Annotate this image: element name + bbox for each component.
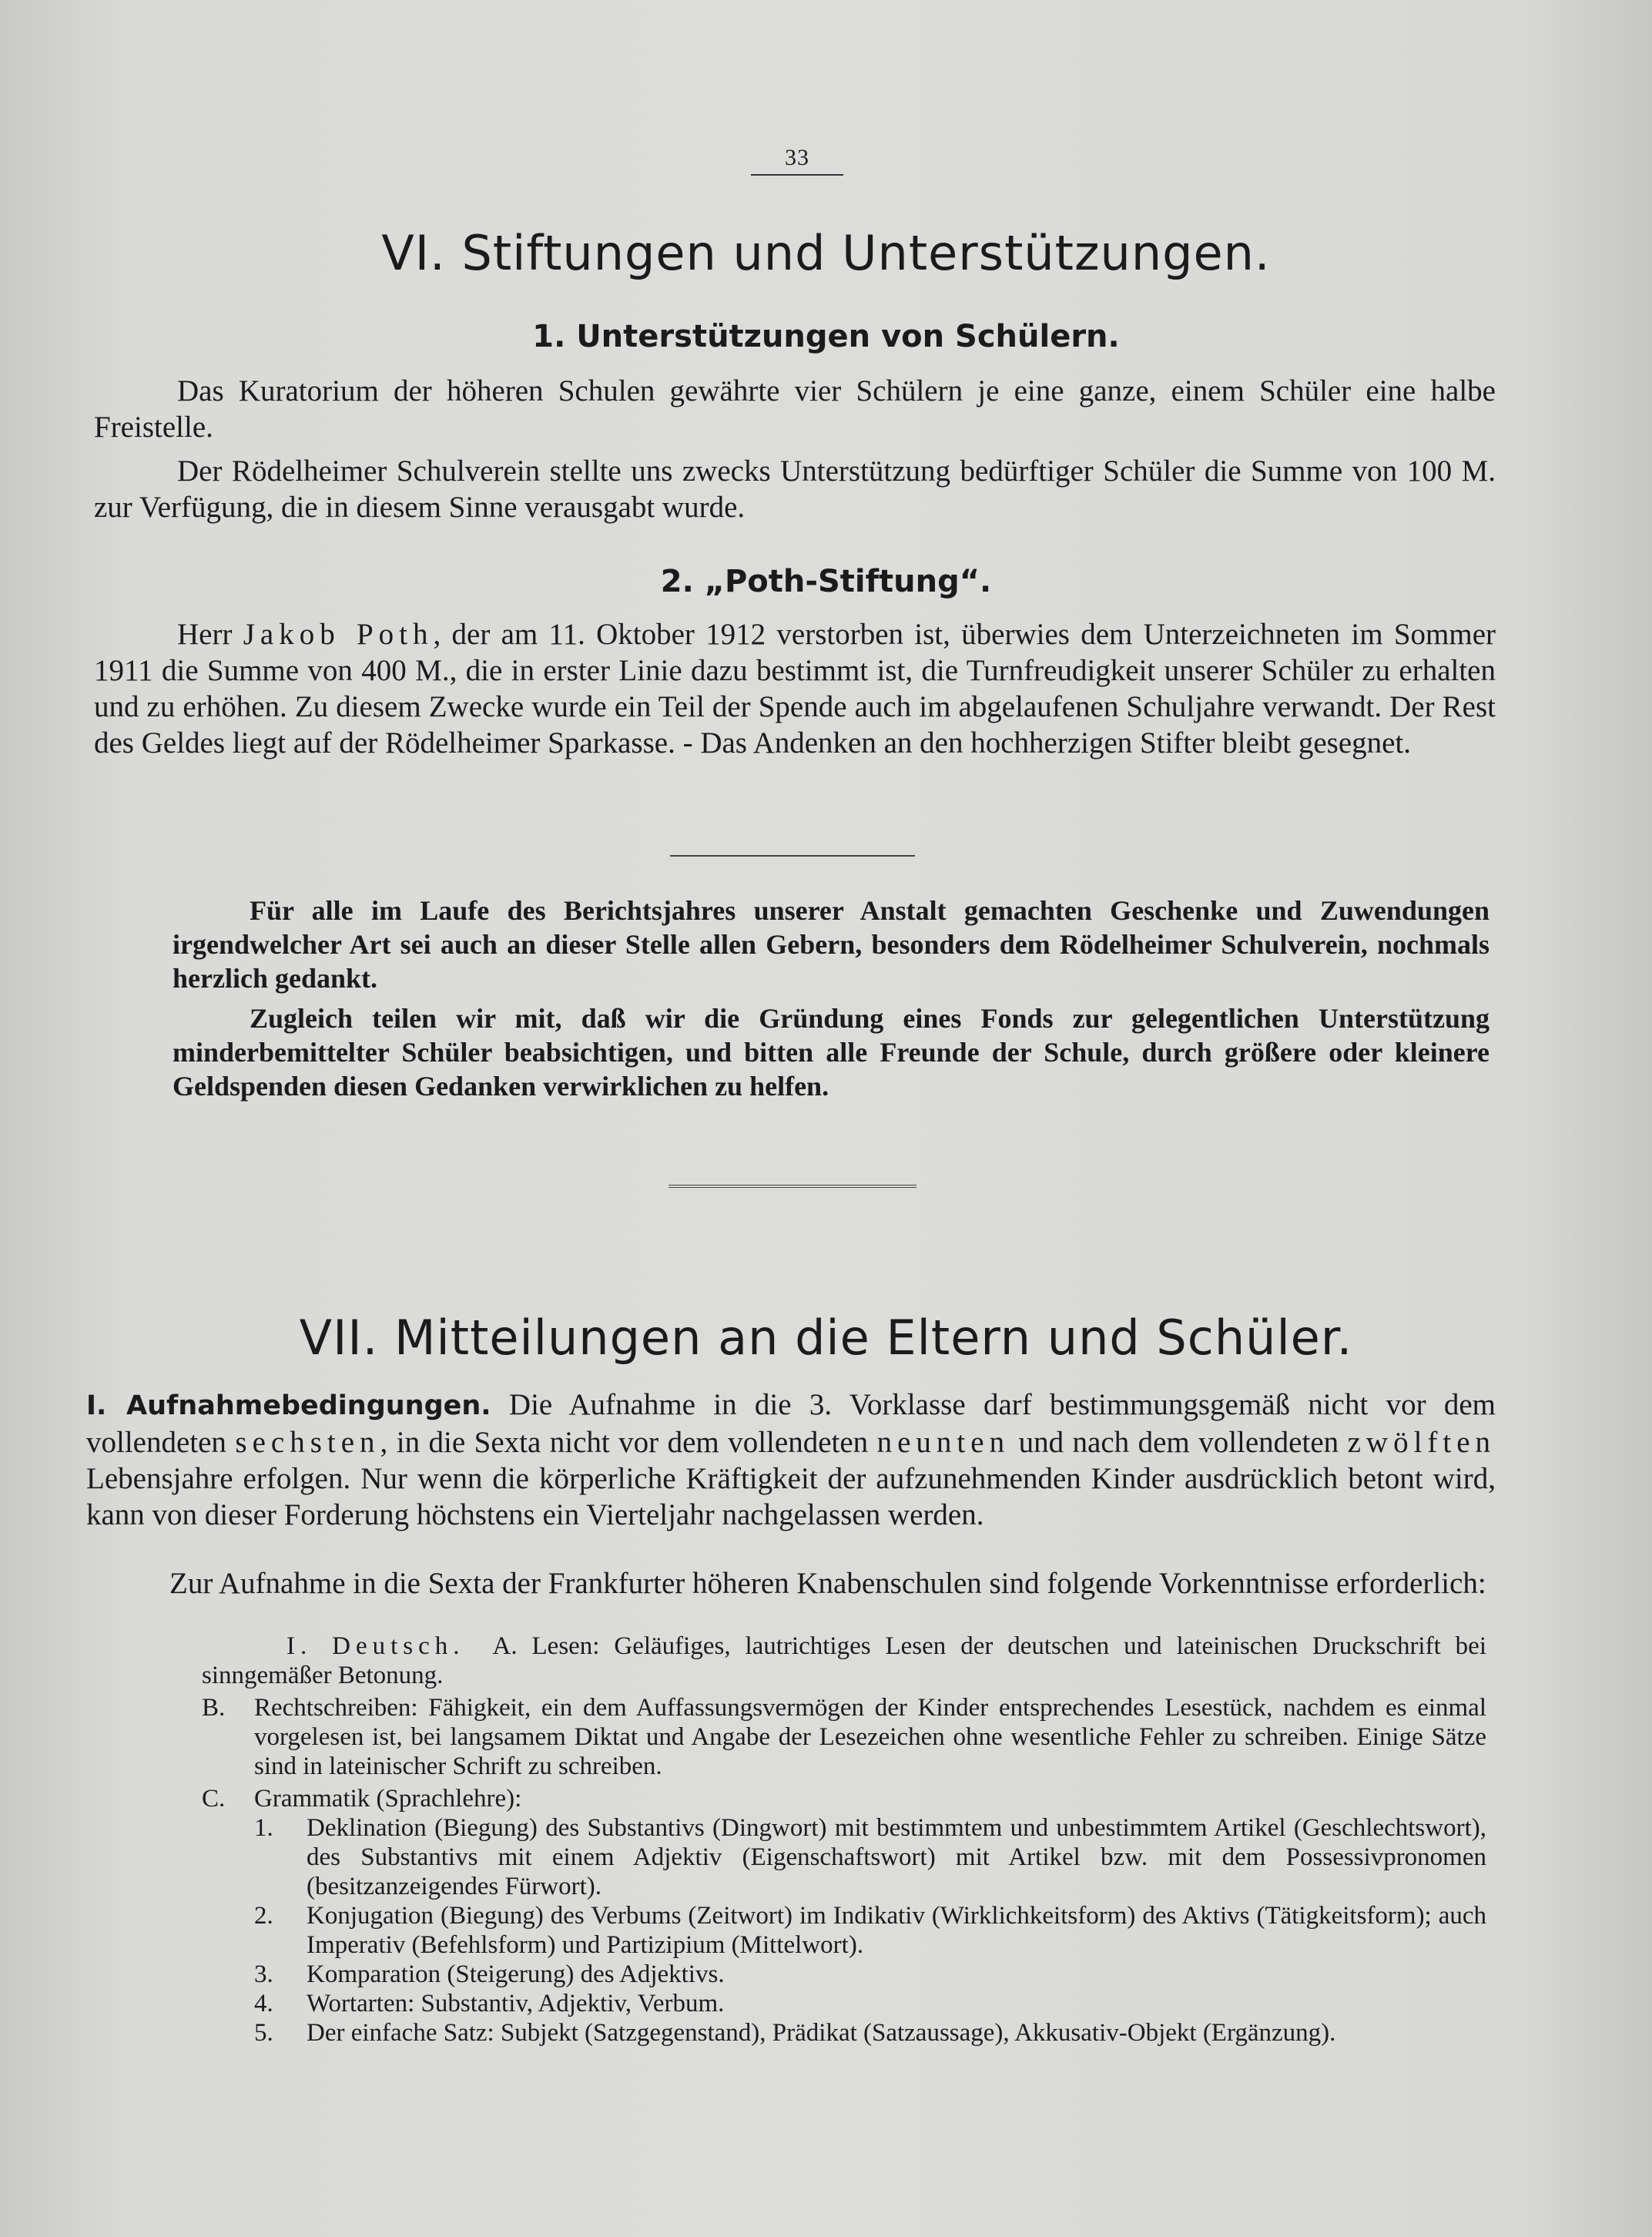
aufnahme-text-3: und nach dem vollendeten — [1018, 1426, 1339, 1459]
aufnahme-text-2: , in die Sexta nicht vor dem vollendeten — [380, 1426, 869, 1459]
grammar-item-num: 1. — [254, 1814, 273, 1842]
grammar-list — [202, 1813, 1486, 2048]
divider-double-rule — [669, 1185, 916, 1188]
page-number: 33 — [751, 145, 843, 176]
item-c-text: Grammatik (Sprachlehre): — [254, 1785, 522, 1813]
grammar-item — [254, 1901, 1486, 1960]
paragraph-fund: Zugleich teilen wir mit, daß wir die Gründung eines Fonds zur gelegentlichen Unterstützung minderbemittelter Schüler beabsichtigen, und bitten alle Freunde der Schule, durch größere oder kleinere Geldspenden diesen Gedanken verwirklichen zu helfen. — [173, 1003, 1489, 1102]
poth-lead: Herr — [177, 618, 233, 651]
divider-rule — [670, 855, 915, 857]
grammar-item-num: 3. — [254, 1960, 273, 1988]
deutsch-lesen-line — [202, 1632, 1486, 1690]
aufnahme-word-sechsten: sechsten — [235, 1426, 380, 1459]
paragraph-freistellen: Das Kuratorium der höheren Schulen gewährte vier Schülern je eine ganze, einem Schüler eine halbe Freistelle. — [94, 374, 1496, 444]
paragraph-poth-stiftung — [94, 616, 1496, 761]
requirements-block — [202, 1632, 1486, 2048]
grammar-item — [254, 1813, 1486, 1901]
subsection-1-title: 1. Unterstützungen von Schülern. — [532, 319, 1120, 354]
paragraph-thanks: Für alle im Laufe des Berichtsjahres unserer Anstalt gemachten Geschenke und Zuwendungen irgendwelcher Art sei auch an dieser Stelle allen Gebern, besonders dem Rödelheimer Schulverein, nochmals herzlich gedankt. — [173, 895, 1489, 994]
deutsch-label: I. Deutsch. — [287, 1632, 465, 1660]
section-6-title: VI. Stiftungen und Unterstützungen. — [381, 225, 1271, 281]
grammar-item-num: 2. — [254, 1902, 273, 1930]
grammar-item — [254, 1989, 1486, 2018]
paragraph-schulverein: Der Rödelheimer Schulverein stellte uns zwecks Unterstützung bedürftiger Schüler die Summe von 100 M. zur Verfügung, die in diesem Sinne verausgabt wurde. — [94, 454, 1496, 524]
grammar-item-text: Wortarten: Substantiv, Adjektiv, Verbum. — [307, 1990, 725, 2017]
item-b-text: Rechtschreiben: Fähigkeit, ein dem Auffassungsvermögen der Kinder entsprechendes Lesestück, nachdem es einmal vorgelesen ist, bei langsamem Diktat und Angabe der Lesezeichen ohne wesentliche Fehler zu schreiben. Einige Sätze sind in lateinischer Schrift zu schreiben. — [254, 1694, 1486, 1780]
aufnahme-word-neunten: neunten — [876, 1426, 1010, 1459]
subsection-2-title: 2. „Poth-Stiftung“. — [660, 564, 992, 599]
grammar-item-num: 4. — [254, 1990, 273, 2017]
paragraph-aufnahmebedingungen — [86, 1387, 1496, 1533]
aufnahme-word-zwoelften: zwölften — [1347, 1426, 1496, 1459]
grammar-item-text: Konjugation (Biegung) des Verbums (Zeitwort) im Indikativ (Wirklichkeitsform) des Aktivs (Tätigkeitsform); auch Imperativ (Befehlsform) und Partizipium (Mittelwort). — [307, 1902, 1486, 1959]
item-b-label: B. — [202, 1694, 226, 1722]
aufnahme-heading: I. Aufnahmebedingungen. — [86, 1390, 491, 1421]
a-lesen-text: A. Lesen: Geläufiges, lautrichtiges Lesen der deutschen und lateinischen Druckschrift bei sinngemäßer Betonung. — [202, 1632, 1486, 1689]
poth-rest: , der am 11. Oktober 1912 verstorben ist, überwies dem Unterzeichneten im Sommer 1911 die Summe von 400 M., die in erster Linie dazu bestimmt ist, die Turnfreudigkeit unserer Schüler zu erhalten und zu erhöhen. Zu diesem Zwecke wurde ein Teil der Spende auch im abgelaufenen Schuljahre verwandt. Der Rest des Geldes liegt auf der Rödelheimer Sparkasse. - Das Andenken an den hochherzigen Stifter bleibt gesegnet. — [94, 618, 1496, 760]
item-c-label: C. — [202, 1785, 226, 1813]
grammar-item — [254, 1960, 1486, 1989]
item-c-grammatik — [202, 1784, 1486, 1813]
aufnahme-text-1: Die Aufnahme in die 3. Vorklasse darf bestimmungsgemäß nicht vor dem vollendeten — [86, 1388, 1496, 1459]
grammar-item-text: Deklination (Biegung) des Substantivs (Dingwort) mit bestimmtem und unbestimmtem Artikel (Geschlechtswort), des Substantivs mit einem Adjektiv (Eigenschaftswort) mit Artikel bzw. mit dem Possessivpronomen (besitzanzeigendes Fürwort). — [307, 1814, 1486, 1900]
grammar-item-text: Komparation (Steigerung) des Adjektivs. — [307, 1960, 725, 1988]
paragraph-vorkenntnisse: Zur Aufnahme in die Sexta der Frankfurter höheren Knabenschulen sind folgende Vorkenntnisse erforderlich: — [169, 1567, 1486, 1600]
grammar-item — [254, 2018, 1486, 2048]
section-7-title: VII. Mitteilungen an die Eltern und Schüler. — [299, 1310, 1353, 1366]
grammar-item-text: Der einfache Satz: Subjekt (Satzgegenstand), Prädikat (Satzaussage), Akkusativ-Objekt (Ergänzung). — [307, 2019, 1336, 2047]
item-b-rechtschreiben — [202, 1693, 1486, 1781]
grammar-item-num: 5. — [254, 2019, 273, 2047]
aufnahme-text-4: Lebensjahre erfolgen. Nur wenn die körperliche Kräftigkeit der aufzunehmenden Kinder ausdrücklich betont wird, kann von dieser Forderung höchstens ein Vierteljahr nachgelassen werden. — [86, 1462, 1496, 1531]
poth-name: Jakob Poth — [243, 618, 434, 651]
